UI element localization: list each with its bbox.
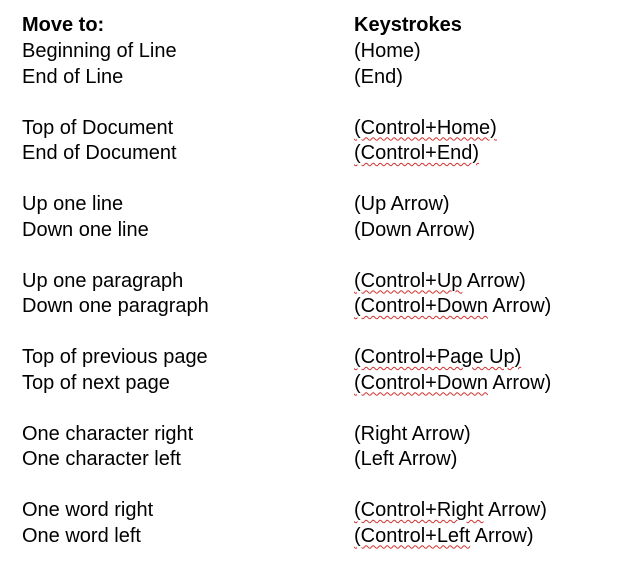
move-target-label: End of Document (22, 142, 177, 164)
move-target-label: Beginning of Line (22, 40, 177, 62)
keystroke-text: Arrow) (462, 269, 526, 292)
move-target-label: One word right (22, 499, 154, 521)
shortcut-row (0, 115, 622, 141)
keystroke-label (354, 344, 521, 370)
keystroke-label (354, 268, 526, 294)
shortcut-row (0, 38, 622, 64)
move-target-label: Down one paragraph (22, 295, 209, 317)
move-target-label: One character left (22, 448, 181, 470)
keystroke-text: Arrow) (487, 371, 552, 394)
keystroke-label (354, 140, 479, 166)
keystroke-label (354, 497, 547, 523)
keystroke-text: Arrow) (487, 295, 552, 317)
shortcut-row (0, 523, 622, 549)
move-target-label: One character right (22, 422, 194, 445)
keystroke-label (354, 370, 551, 396)
move-target-label: Up one line (22, 193, 124, 215)
keystroke-label (354, 421, 471, 447)
shortcut-row (0, 64, 622, 90)
keystroke-text: (Right Arrow) (354, 422, 471, 445)
keystroke-text: (Left Arrow) (354, 448, 458, 470)
keystroke-label (354, 293, 551, 319)
misspelled-text: (Control+Down (354, 371, 488, 394)
keystroke-label (354, 64, 403, 90)
keystroke-text: Arrow) (470, 524, 534, 547)
move-target-label: Top of Document (22, 116, 174, 139)
move-target-label: End of Line (22, 65, 124, 88)
keystrokes-heading: Keystrokes (354, 14, 462, 36)
move-target-label: Top of next page (22, 371, 170, 394)
keystroke-label (354, 38, 421, 64)
keystroke-text: (Up Arrow) (354, 193, 450, 215)
move-to-heading: Move to: (22, 14, 105, 36)
misspelled-text: (Control+End) (354, 142, 480, 164)
move-target-label: Down one line (22, 218, 149, 241)
misspelled-text: (Control+Home) (354, 116, 497, 139)
shortcut-row (0, 421, 622, 447)
keystroke-label (354, 523, 534, 549)
keystroke-label (354, 217, 475, 243)
misspelled-text: (Control+Down (354, 295, 488, 317)
move-target-label: One word left (22, 524, 141, 547)
shortcut-row (0, 217, 622, 243)
shortcut-row (0, 446, 622, 472)
shortcut-row (0, 191, 622, 217)
shortcut-row (0, 344, 622, 370)
misspelled-text: (Control+Left (354, 524, 471, 547)
keystroke-text: (End) (354, 65, 403, 88)
header-row (0, 12, 622, 38)
shortcut-row (0, 268, 622, 294)
keystroke-label (354, 191, 450, 217)
shortcut-row (0, 497, 622, 523)
keystroke-text: (Home) (354, 40, 421, 62)
move-target-label: Up one paragraph (22, 269, 184, 292)
misspelled-text: (Control+Right (354, 499, 484, 521)
shortcut-row (0, 140, 622, 166)
misspelled-text: (Control+Page Up) (354, 346, 522, 368)
shortcut-row (0, 293, 622, 319)
keystroke-label (354, 115, 497, 141)
misspelled-text: (Control+Up (354, 269, 463, 292)
shortcut-row (0, 370, 622, 396)
keystroke-text: Arrow) (483, 499, 547, 521)
move-target-label: Top of previous page (22, 346, 208, 368)
keystroke-label (354, 446, 457, 472)
keystroke-text: (Down Arrow) (354, 218, 476, 241)
